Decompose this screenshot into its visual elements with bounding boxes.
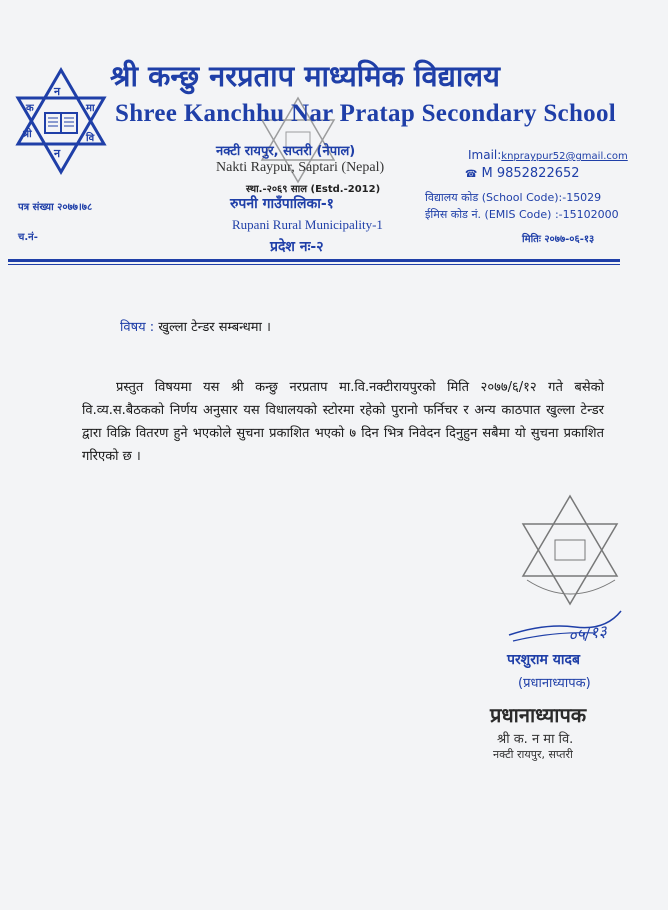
school-name-english: Shree Kanchhu Nar Pratap Secondary School [115,100,616,127]
headmaster-stamp-address: नक्टी रायपुर, सप्तरी [493,748,573,761]
school-name-nepali: श्री कन्छु नरप्रताप माध्यमिक विद्यालय [110,59,500,93]
rural-municipality-english: Rupani Rural Municipality-1 [232,217,383,232]
established-year: स्था.-२०६९ साल (Estd.-2012) [246,184,381,195]
school-logo [12,66,110,176]
school-code: विद्यालय कोड (School Code):-15029 [425,191,602,204]
signatory-name: परशुराम यादब [507,652,580,668]
header-divider-thick [8,259,620,262]
email-line [468,148,628,162]
email-address[interactable]: knpraypur52@gmail.com [501,151,628,162]
headmaster-stamp-school: श्री क. न मा वि. [497,732,574,747]
logo-letter-bottomright: वि [86,133,95,144]
logo-letter-bottom: न [54,147,61,160]
subject-label: विषय : [120,320,155,335]
phone-icon: ☎ [465,169,478,180]
signature-date: ०५/१३ [566,621,608,646]
province: प्रदेश नः-२ [270,239,324,255]
email-label: Imail: [468,148,502,162]
subject-text: खुल्ला टेन्डर सम्बन्धमा । [158,320,271,335]
signatory-title: (प्रधानाध्यापक) [518,676,591,691]
logo-letter-topleft: क [26,103,34,114]
logo-letter-top: न [54,85,61,98]
headmaster-stamp-title: प्रधानाध्यापक [490,703,587,727]
letter-number: पत्र संख्या २०७७।७८ [18,202,93,213]
rural-municipality-nepali: रुपनी गाउँपालिका-१ [230,196,334,212]
logo-letter-topright: मा [86,103,95,114]
logo-letter-bottomleft: श्री [22,129,32,140]
emis-code: ईमिस कोड नं. (EMIS Code) :-15102000 [425,208,619,221]
seal-stamp-signature [515,490,625,610]
header-divider-thin [8,264,620,265]
mobile-number: M 9852822652 [481,166,580,181]
address-nepali: नक्टी रायपुर, सप्तरी (नेपाल) [216,144,356,159]
reference-number: च.नं- [18,232,38,243]
letter-body: प्रस्तुत विषयमा यस श्री कन्छु नरप्रताप मा.वि.नक्टीरायपुरको मिति २०७७/६/१२ गते बसेको वि.व्य.स.बैठकको निर्णय अनुसार यस विधालयको स्टोरमा रहेको पुरानो फर्निचर र अन्य काठपात खुल्ला टेन्डर द्वारा विक्रि वितरण हुने भएकोले सुचना प्रकाशित भएको ७ दिन भित्र निवेदन दिनुहुन सबैमा यो सुचना प्रकाशित गरिएको छ । [82,380,604,464]
letter-date: मितिः २०७७-०६-१३ [522,234,595,245]
subject-line [120,317,271,335]
address-english: Nakti Raypur, Saptari (Nepal) [216,160,385,175]
mobile-line [465,166,580,181]
